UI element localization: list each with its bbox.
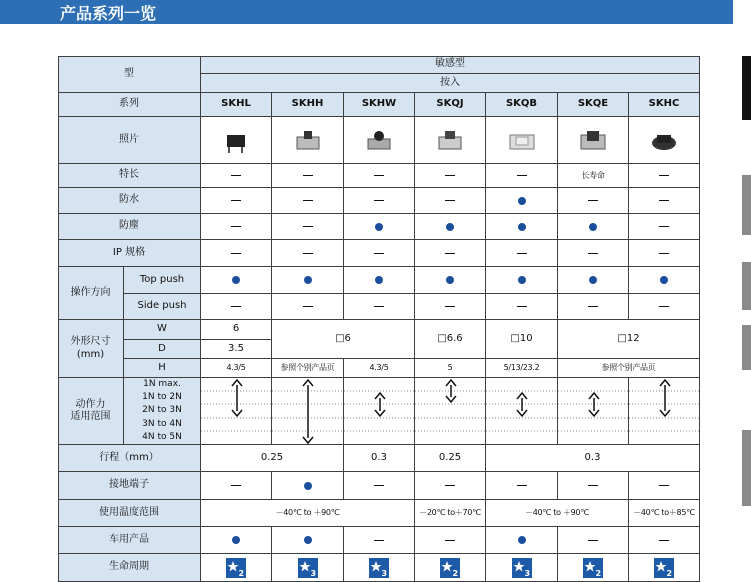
force-level-label: 4N to 5N xyxy=(124,431,201,445)
force-label: 动作力 适用范围 xyxy=(58,378,124,445)
force-level-label: 3N to 4N xyxy=(124,418,201,431)
value-text: 4.3/5 xyxy=(369,363,389,372)
dims-label: 外形尺寸 (mm) xyxy=(58,320,124,378)
d-label: D xyxy=(124,340,201,359)
feature-label: 特长 xyxy=(58,164,201,188)
waterproof-label: 防水 xyxy=(58,188,201,214)
value-text: SKHC xyxy=(648,98,680,110)
value-text: 0.3 xyxy=(584,451,601,463)
svg-text:2: 2 xyxy=(595,568,602,578)
value-text: －20℃ to＋70℃ xyxy=(419,508,481,517)
value-text: －40℃ to＋85℃ xyxy=(633,508,695,517)
value-text: □6 xyxy=(335,332,351,344)
photo-label: 照片 xyxy=(58,117,201,164)
value-text: SKQE xyxy=(577,98,609,110)
value-text: SKQB xyxy=(505,98,538,110)
value-text: 参照个别产品页 xyxy=(280,363,335,372)
side-tab-active[interactable] xyxy=(742,56,751,120)
dustproof-label: 防塵 xyxy=(58,214,201,240)
value-text: SKHW xyxy=(361,98,397,110)
svg-text:2: 2 xyxy=(666,568,673,578)
title-bar xyxy=(0,0,733,24)
ground-label: 接地端子 xyxy=(58,472,201,500)
side-tab[interactable] xyxy=(742,262,751,310)
table-border xyxy=(58,56,700,582)
ip-label: IP 规格 xyxy=(58,240,201,267)
auto-label: 车用产品 xyxy=(58,527,201,554)
svg-text:3: 3 xyxy=(524,568,530,578)
svg-text:3: 3 xyxy=(310,568,316,578)
value-text: 长寿命 xyxy=(581,170,605,180)
value-text: －40℃ to ＋90℃ xyxy=(275,508,340,517)
op-dir-label: 操作方向 xyxy=(58,267,124,320)
force-level-label: 1N max. xyxy=(124,378,201,391)
force-level-label: 2N to 3N xyxy=(124,404,201,418)
w-label: W xyxy=(124,320,201,340)
temp-label: 使用温度范围 xyxy=(58,500,201,527)
value-text: 0.3 xyxy=(371,451,387,463)
value-text: 参照个别产品页 xyxy=(601,363,656,372)
push-in-header: 按入 xyxy=(201,74,700,93)
svg-text:2: 2 xyxy=(452,568,459,578)
value-text: □6.6 xyxy=(437,332,463,344)
value-text: －40℃ to ＋90℃ xyxy=(525,508,589,517)
value-text: 0.25 xyxy=(260,451,284,463)
value-text: 3.5 xyxy=(228,342,244,354)
value-text: 6 xyxy=(232,323,240,335)
side-tab[interactable] xyxy=(742,325,751,370)
lifecycle-label: 生命周期 xyxy=(58,554,201,582)
sensitive-header: 敏感型 xyxy=(201,56,700,74)
side-tab[interactable] xyxy=(742,175,751,235)
force-level-label: 1N to 2N xyxy=(124,391,201,404)
product-table xyxy=(58,56,700,582)
stroke-label: 行程（mm） xyxy=(58,445,201,472)
side-tab[interactable] xyxy=(742,430,751,506)
value-text: SKHL xyxy=(221,98,251,110)
value-text: □12 xyxy=(617,332,640,344)
series-label: 系列 xyxy=(58,93,201,117)
value-text: 0.25 xyxy=(438,451,462,463)
value-text: SKQJ xyxy=(436,98,464,110)
value-text: SKHH xyxy=(291,98,324,110)
svg-text:3: 3 xyxy=(381,568,388,578)
page-title: 产品系列一览 xyxy=(60,4,157,23)
type-label: 型 xyxy=(58,56,201,93)
top-push-label: Top push xyxy=(124,267,201,294)
side-push-label: Side push xyxy=(124,294,201,320)
value-text: 5/13/23.2 xyxy=(503,363,540,372)
value-text: 4.3/5 xyxy=(226,363,246,372)
svg-text:2: 2 xyxy=(238,568,245,578)
value-text: 5 xyxy=(447,363,453,372)
h-label: H xyxy=(124,359,201,378)
value-text: □10 xyxy=(510,332,533,344)
